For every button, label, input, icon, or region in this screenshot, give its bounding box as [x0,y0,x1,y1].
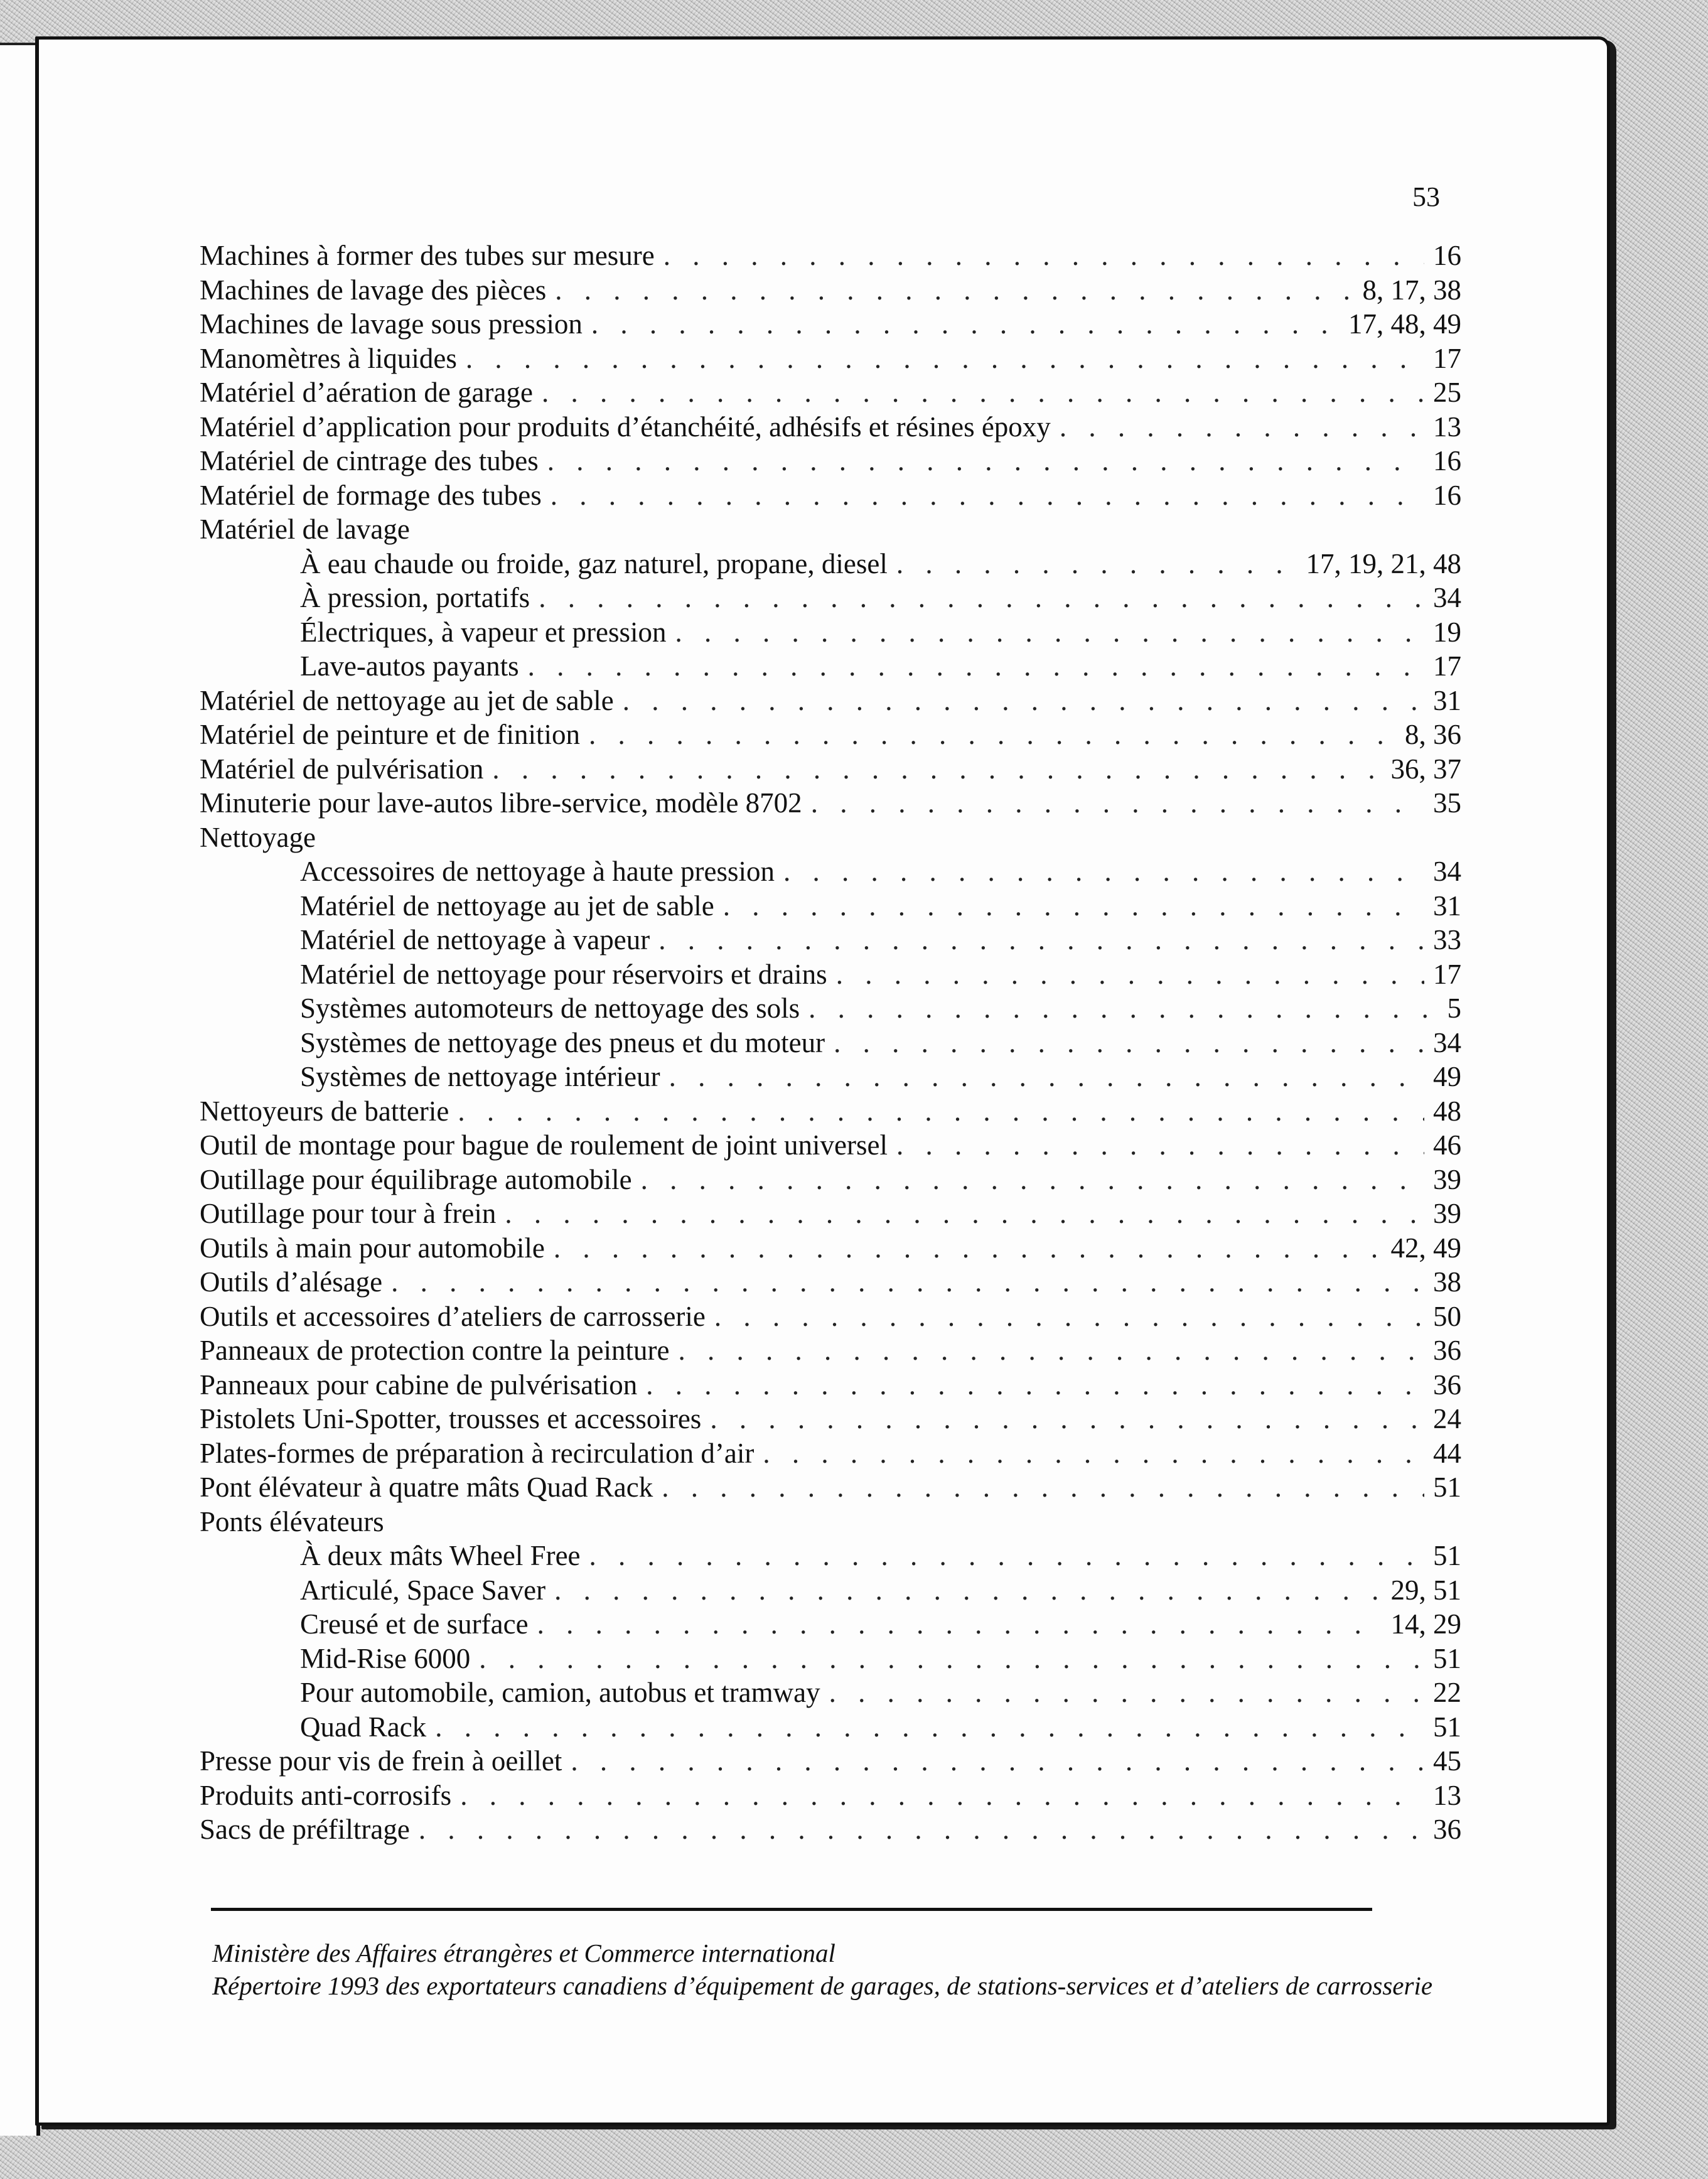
index-subentry [200,1026,1461,1060]
footer-rule [211,1908,1372,1911]
entry-text: Matériel d’aération de garage [200,377,533,408]
entry-pages: 31 [1433,890,1461,922]
index-entry [200,1197,1461,1231]
entry-pages: 8, 17, 38 [1362,274,1461,306]
dot-leader [669,1060,1424,1094]
index-entry [200,307,1461,342]
index-entry [200,1812,1461,1847]
dot-leader [714,1299,1424,1334]
index-subentry [200,1642,1461,1676]
index-entry [200,752,1461,787]
entry-text: Mid-Rise 6000 [300,1642,471,1674]
dot-leader [537,1607,1382,1642]
entry-pages: 49 [1433,1061,1461,1092]
entry-text: Outils d’alésage [200,1266,383,1298]
entry-pages: 51 [1433,1540,1461,1571]
entry-text: Plates-formes de préparation à recirculation d’air [200,1437,755,1469]
entry-pages: 16 [1433,445,1461,476]
dot-leader [710,1402,1424,1436]
index-subentry [200,1573,1461,1608]
dot-leader [663,239,1424,273]
entry-text: Outils à main pour automobile [200,1232,545,1264]
entry-pages: 17, 19, 21, 48 [1306,547,1461,579]
footer-directory-title: Répertoire 1993 des exportateurs canadiens d’équipement de garages, de stations-services et d’ateliers de carrosserie [212,1971,1433,2000]
entry-text: À eau chaude ou froide, gaz naturel, propane, diesel [300,547,888,579]
index-entry [200,786,1461,820]
entry-pages: 39 [1433,1198,1461,1229]
dot-leader [505,1197,1424,1231]
index-subentry [200,649,1461,684]
dot-leader [589,1539,1424,1573]
index-list [200,239,1461,1847]
dot-leader [662,1470,1424,1505]
entry-text: Matériel de nettoyage au jet de sable [300,890,714,922]
index-entry [200,1402,1461,1436]
entry-pages: 16 [1433,240,1461,271]
index-entry [200,1333,1461,1368]
index-subentry [200,957,1461,992]
dot-leader [646,1368,1424,1402]
entry-text: Matériel de nettoyage au jet de sable [200,684,614,716]
index-subentry [200,547,1461,581]
facing-page-edge [0,43,40,2136]
index-entry [200,684,1461,718]
entry-pages: 42, 49 [1390,1232,1461,1264]
dot-leader [589,718,1396,752]
dot-leader [539,581,1424,615]
dot-leader [896,547,1297,581]
entry-text: Matériel d’application pour produits d’étanchéité, adhésifs et résines époxy [200,411,1051,443]
index-entry [200,1231,1461,1266]
index-entry [200,1436,1461,1471]
entry-pages: 44 [1433,1437,1461,1469]
footer [212,1937,1432,2002]
index-heading [200,512,1461,547]
dot-leader [641,1163,1424,1197]
entry-text: Matériel de peinture et de finition [200,719,581,750]
dot-leader [896,1128,1424,1163]
entry-pages: 36 [1433,1369,1461,1401]
entry-text: Presse pour vis de frein à oeillet [200,1745,562,1777]
entry-text: Quad Rack [300,1711,427,1743]
entry-pages: 31 [1433,684,1461,716]
index-subentry [200,1060,1461,1094]
index-entry [200,1163,1461,1197]
index-heading [200,1505,1461,1539]
entry-text: Pour automobile, camion, autobus et tramway [300,1677,820,1708]
dot-leader [460,1778,1424,1813]
entry-text: Lave-autos payants [300,650,519,682]
index-entry [200,1368,1461,1402]
entry-pages: 46 [1433,1129,1461,1161]
dot-leader [723,889,1424,923]
dot-leader [763,1436,1424,1471]
entry-pages: 13 [1433,1779,1461,1811]
entry-pages: 13 [1433,411,1461,443]
dot-leader [783,854,1424,889]
dot-leader [554,1231,1382,1266]
entry-pages: 38 [1433,1266,1461,1298]
dot-leader [811,786,1424,820]
entry-pages: 17 [1433,342,1461,374]
entry-pages: 39 [1433,1163,1461,1195]
entry-text: Outillage pour équilibrage automobile [200,1163,632,1195]
entry-text: Électriques, à vapeur et pression [300,616,667,648]
entry-text: Matériel de cintrage des tubes [200,445,539,476]
entry-text: Ponts élévateurs [200,1505,384,1537]
dot-leader [547,444,1424,478]
entry-text: Manomètres à liquides [200,342,457,374]
index-entry [200,478,1461,513]
dot-leader [834,1026,1424,1060]
index-entry [200,375,1461,410]
entry-pages: 34 [1433,856,1461,887]
index-entry [200,1470,1461,1505]
entry-pages: 36, 37 [1390,753,1461,785]
dot-leader [391,1265,1424,1299]
dot-leader [435,1710,1424,1745]
entry-text: Systèmes de nettoyage intérieur [300,1061,660,1092]
dot-leader [458,1094,1424,1129]
entry-text: Pistolets Uni-Spotter, trousses et accessoires [200,1403,702,1434]
index-subentry [200,581,1461,615]
entry-text: Produits anti-corrosifs [200,1779,452,1811]
dot-leader [675,615,1424,650]
entry-text: Outil de montage pour bague de roulement de joint universel [200,1129,888,1161]
index-subentry [200,991,1461,1026]
entry-text: Nettoyeurs de batterie [200,1095,449,1127]
entry-pages: 34 [1433,1026,1461,1058]
entry-pages: 51 [1433,1711,1461,1743]
index-entry [200,444,1461,478]
index-subentry [200,1676,1461,1710]
entry-text: Creusé et de surface [300,1608,529,1640]
dot-leader [551,478,1424,513]
dot-leader [528,649,1424,684]
dot-leader [554,1573,1382,1608]
entry-text: Systèmes de nettoyage des pneus et du moteur [300,1026,825,1058]
entry-text: À pression, portatifs [300,582,530,613]
dot-leader [555,273,1353,308]
entry-pages: 25 [1433,377,1461,408]
page-number: 53 [1412,181,1440,212]
entry-text: Pont élévateur à quatre mâts Quad Rack [200,1471,653,1503]
entry-pages: 8, 36 [1405,719,1461,750]
entry-text: Panneaux pour cabine de pulvérisation [200,1369,638,1401]
dot-leader [479,1642,1424,1676]
dot-leader [591,307,1340,342]
entry-pages: 22 [1433,1677,1461,1708]
index-entry [200,1265,1461,1299]
entry-pages: 34 [1433,582,1461,613]
entry-pages: 51 [1433,1471,1461,1503]
dot-leader [836,957,1424,992]
entry-pages: 36 [1433,1335,1461,1366]
index-subentry [200,1539,1461,1573]
entry-pages: 14, 29 [1390,1608,1461,1640]
entry-text: Accessoires de nettoyage à haute pression [300,856,775,887]
index-entry [200,410,1461,444]
dot-leader [542,375,1424,410]
dot-leader [571,1744,1424,1778]
entry-text: Matériel de formage des tubes [200,479,542,511]
index-entry [200,1778,1461,1813]
entry-text: Machines de lavage des pièces [200,274,547,306]
entry-text: Outils et accessoires d’ateliers de carrosserie [200,1300,706,1332]
entry-text: Matériel de lavage [200,514,410,545]
entry-text: Nettoyage [200,821,316,853]
index-entry [200,1094,1461,1129]
index-subentry [200,923,1461,957]
index-subentry [200,889,1461,923]
index-entry [200,342,1461,376]
entry-pages: 29, 51 [1390,1574,1461,1606]
entry-text: Panneaux de protection contre la peinture [200,1335,670,1366]
entry-text: Machines de lavage sous pression [200,308,583,340]
entry-pages: 16 [1433,479,1461,511]
entry-text: Articulé, Space Saver [300,1574,546,1606]
dot-leader [1060,410,1424,444]
index-heading [200,820,1461,855]
dot-leader [678,1333,1424,1368]
entry-pages: 17, 48, 49 [1348,308,1461,340]
index-subentry [200,1710,1461,1745]
dot-leader [808,991,1438,1026]
index-entry [200,273,1461,308]
dot-leader [492,752,1382,787]
entry-text: Systèmes automoteurs de nettoyage des sols [300,993,800,1024]
index-entry [200,239,1461,273]
entry-pages: 5 [1447,993,1461,1024]
entry-pages: 35 [1433,787,1461,819]
entry-pages: 33 [1433,924,1461,955]
dot-leader [466,342,1424,376]
dot-leader [658,923,1424,957]
entry-pages: 17 [1433,958,1461,990]
index-subentry [200,854,1461,889]
index-entry [200,718,1461,752]
dot-leader [623,684,1424,718]
entry-text: Outillage pour tour à frein [200,1198,497,1229]
dot-leader [829,1676,1424,1710]
entry-pages: 17 [1433,650,1461,682]
index-entry [200,1744,1461,1778]
entry-pages: 36 [1433,1814,1461,1845]
entry-pages: 24 [1433,1403,1461,1434]
dot-leader [419,1812,1424,1847]
entry-text: Minuterie pour lave-autos libre-service, modèle 8702 [200,787,802,819]
entry-pages: 50 [1433,1300,1461,1332]
index-entry [200,1128,1461,1163]
entry-text: Machines à former des tubes sur mesure [200,240,655,271]
entry-pages: 19 [1433,616,1461,648]
entry-text: Matériel de pulvérisation [200,753,484,785]
entry-pages: 48 [1433,1095,1461,1127]
entry-text: Matériel de nettoyage à vapeur [300,924,650,955]
entry-text: À deux mâts Wheel Free [300,1540,581,1571]
index-subentry [200,1607,1461,1642]
footer-ministry: Ministère des Affaires étrangères et Commerce international [212,1939,835,1967]
entry-text: Sacs de préfiltrage [200,1814,410,1845]
entry-pages: 45 [1433,1745,1461,1777]
entry-pages: 51 [1433,1642,1461,1674]
entry-text: Matériel de nettoyage pour réservoirs et drains [300,958,827,990]
index-subentry [200,615,1461,650]
index-entry [200,1299,1461,1334]
